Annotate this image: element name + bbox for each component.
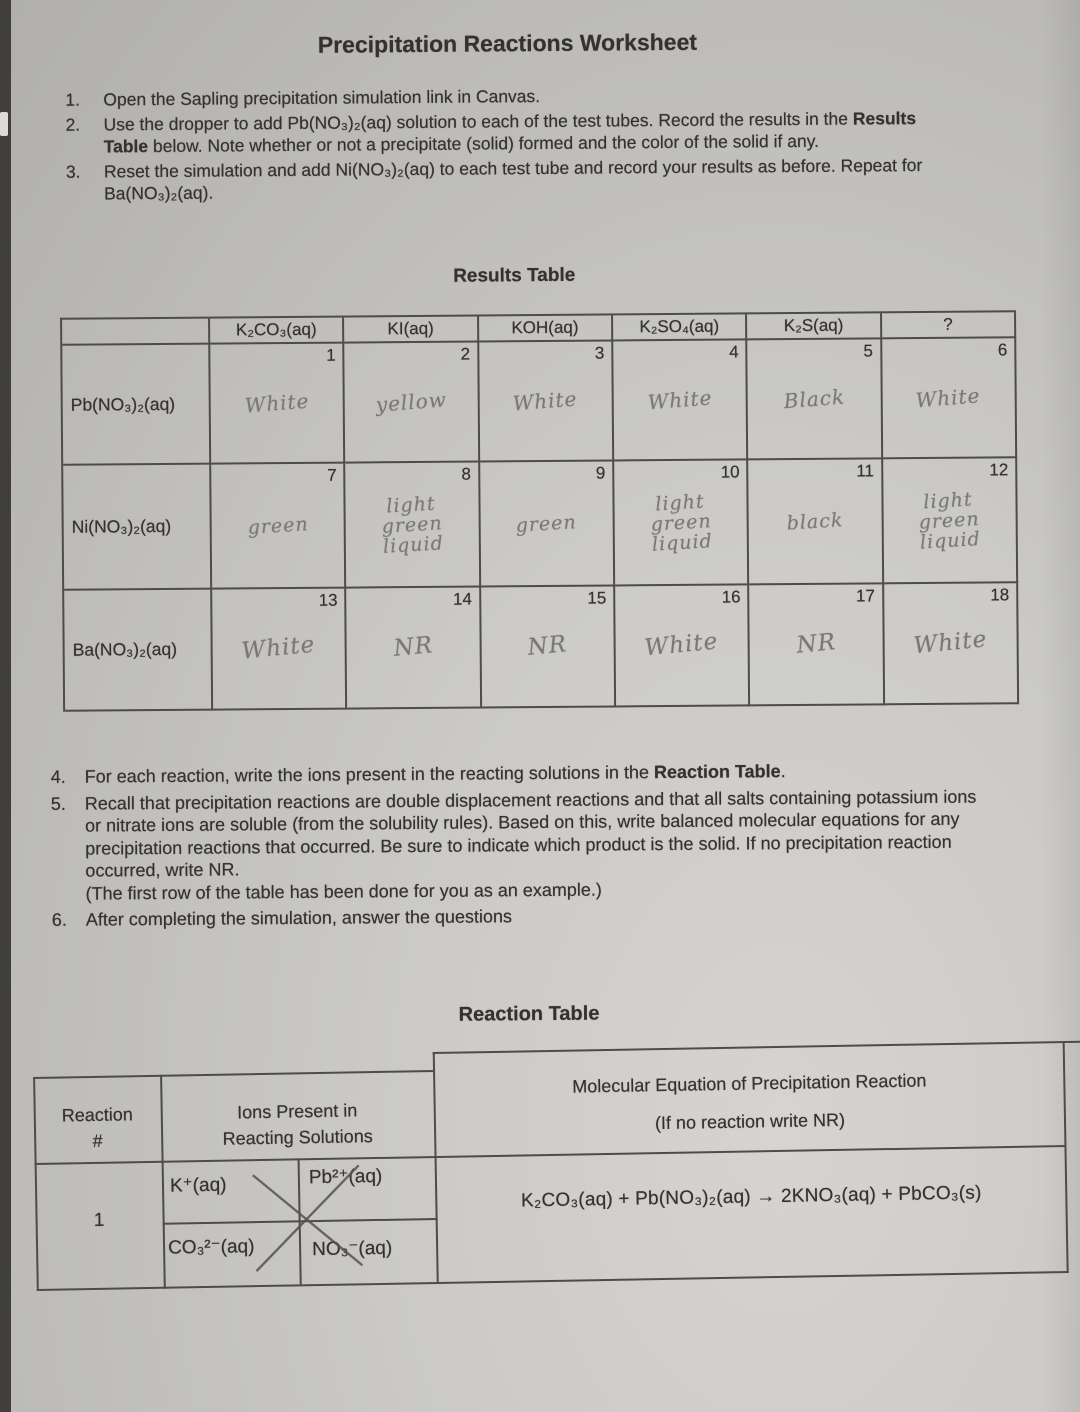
cell-number: 17: [855, 586, 875, 606]
ion-swap-cross: [235, 1159, 377, 1279]
results-cell-2: [345, 343, 480, 464]
instruction-item-3: [60, 154, 952, 205]
cell-number: 5: [863, 341, 874, 361]
cell-number: 16: [721, 587, 741, 607]
instruction-item-4: [45, 759, 983, 789]
instruction-number: 1.: [65, 89, 81, 110]
handwritten-entry: light green liquid: [649, 490, 714, 556]
results-cell-11: [749, 459, 884, 585]
header-line: Ions Present in: [237, 1100, 358, 1123]
results-cell-13: [212, 589, 347, 711]
instruction-text: Open the Sapling precipitation simulation link in Canvas.: [103, 86, 541, 110]
results-row-label-ba: Ba(NO₃)₂(aq): [64, 590, 213, 712]
equation-header: [435, 1059, 1064, 1146]
results-cell-9: [480, 461, 615, 587]
reaction-table: [33, 1041, 1069, 1291]
results-col-header-k2s: K₂S(aq): [747, 313, 882, 340]
results-cell-8: [346, 463, 481, 589]
handwritten-entry: White: [912, 626, 989, 660]
header-line: (If no reaction write NR): [654, 1109, 846, 1134]
reaction-1-number: 1: [93, 1209, 105, 1231]
results-cell-6: [882, 338, 1017, 459]
handwritten-entry: Black: [782, 384, 846, 413]
header-line: #: [92, 1130, 103, 1151]
instruction-item-2: [59, 107, 951, 158]
results-col-header-koh: KOH(aq): [479, 315, 614, 342]
results-col-header-k2so4: K₂SO₄(aq): [613, 314, 748, 341]
results-cell-16: [615, 585, 750, 707]
instructions-top: [59, 82, 952, 208]
worksheet-title: Precipitation Reactions Worksheet: [317, 28, 698, 58]
results-table-heading: Results Table: [453, 264, 576, 287]
instruction-number: 4.: [50, 766, 66, 787]
handwritten-entry: White: [646, 384, 714, 414]
table-border-line: [433, 1041, 1080, 1054]
results-col-header-ki: KI(aq): [344, 317, 479, 344]
instruction-item-5: [45, 785, 984, 905]
results-cell-14: [347, 588, 482, 710]
ion-co3: CO₃²⁻(aq): [167, 1236, 255, 1259]
results-cell-4: [613, 340, 748, 461]
cell-number: 6: [997, 340, 1008, 360]
table-border-line: [37, 1271, 1069, 1291]
instruction-text-bold: Results Table: [103, 108, 917, 157]
ion-no3: NO₃⁻(aq): [311, 1237, 393, 1261]
instruction-number: 2.: [65, 114, 81, 135]
cell-number: 1: [326, 345, 336, 365]
cell-number: 9: [595, 463, 606, 483]
handwritten-entry: light green liquid: [381, 492, 445, 558]
ion-pb: Pb²⁺(aq): [308, 1165, 383, 1189]
results-corner-cell: [62, 319, 210, 346]
ions-header: [161, 1096, 435, 1153]
handwritten-entry: White: [240, 631, 317, 665]
cell-number: 7: [327, 465, 337, 485]
instruction-item-1: [59, 82, 951, 111]
results-cell-15: [481, 586, 616, 708]
reaction-table-heading: Reaction Table: [458, 1002, 600, 1026]
results-cell-3: [479, 341, 614, 462]
cell-number: 14: [452, 589, 472, 609]
handwritten-entry: NR: [795, 629, 837, 659]
handwritten-entry: light green liquid: [918, 487, 982, 554]
instruction-item-6: [46, 902, 984, 932]
handwritten-entry: black: [786, 508, 845, 535]
results-col-header-k2co3: K₂CO₃(aq): [210, 318, 345, 345]
instruction-text: .: [780, 761, 786, 782]
instruction-text: After completing the simulation, answer the questions: [85, 906, 513, 930]
results-cell-7: [211, 464, 346, 590]
table-border-line: [33, 1070, 435, 1079]
handwritten-entry: White: [512, 386, 579, 415]
cell-number: 2: [460, 344, 471, 364]
instruction-text-bold: Reaction Table: [653, 761, 781, 783]
instruction-text: below. Note whether or not a precipitate (solid) formed and the color of the solid if any.: [148, 130, 820, 157]
worksheet-content: [11, 0, 1080, 1412]
header-line: Reaction: [61, 1104, 133, 1126]
cell-number: 10: [720, 462, 740, 482]
results-table: [60, 310, 1019, 711]
results-cell-5: [748, 339, 883, 460]
instruction-text: Use the dropper to add Pb(NO₃)₂(aq) solution to each of the test tubes. Record the results in the: [103, 108, 853, 135]
header-line: Reacting Solutions: [222, 1126, 373, 1149]
table-border-line: [1063, 1041, 1069, 1273]
cell-number: 11: [856, 461, 875, 481]
handwritten-entry: White: [643, 628, 720, 662]
reaction-number-header: [34, 1101, 162, 1155]
cell-number: 18: [990, 585, 1010, 605]
reaction-1-equation: K₂CO₃(aq) + Pb(NO₃)₂(aq) → 2KNO₃(aq) + PbCO₃(s): [520, 1182, 982, 1212]
cell-number: 12: [989, 460, 1009, 480]
results-cell-12: [883, 458, 1018, 584]
instruction-number: 5.: [50, 793, 66, 814]
handwritten-entry: White: [915, 382, 982, 412]
instruction-text: Reset the simulation and add Ni(NO₃)₂(aq) to each test tube and record your results as before. Repeat for Ba(NO₃)₂(aq).: [103, 155, 923, 204]
handwritten-entry: green: [515, 510, 578, 537]
instruction-number: 3.: [65, 161, 81, 182]
paper-edge-notch: [0, 112, 8, 136]
instruction-text: Recall that precipitation reactions are double displacement reactions and that all salts containing potassium ions or nitrate ions are soluble (from the solubility rules). Based on this, write balanced molecular equations for any precipitation reactions that occurred. Be sure to indicate which product is the solid. If no precipitation reaction occurred, write NR. (The first row of the table has been done for you as an example.): [84, 786, 977, 904]
results-cell-1: [210, 344, 345, 465]
handwritten-entry: NR: [526, 631, 569, 661]
results-cell-18: [884, 583, 1019, 705]
results-col-header-unknown: ?: [882, 312, 1017, 339]
results-cell-17: [749, 584, 884, 706]
cell-number: 8: [461, 464, 472, 484]
cell-number: 3: [594, 343, 605, 363]
results-row-label-ni: Ni(NO₃)₂(aq): [63, 465, 212, 591]
cell-number: 13: [318, 590, 338, 610]
handwritten-entry: White: [243, 388, 311, 418]
ion-k: K⁺(aq): [169, 1174, 227, 1197]
cell-number: 15: [587, 588, 607, 608]
handwritten-entry: NR: [392, 632, 434, 662]
results-row-label-pb: Pb(NO₃)₂(aq): [62, 345, 211, 466]
instruction-number: 6.: [51, 909, 67, 930]
instruction-text: For each reaction, write the ions present in the reacting solutions in the: [84, 762, 655, 787]
worksheet-page: [11, 0, 1080, 1412]
results-cell-10: [614, 460, 749, 586]
instructions-bottom: [45, 759, 984, 936]
handwritten-entry: yellow: [374, 386, 448, 417]
handwritten-entry: green: [246, 512, 309, 539]
header-line: Molecular Equation of Precipitation Reaction: [572, 1070, 927, 1097]
cell-number: 4: [729, 342, 739, 362]
